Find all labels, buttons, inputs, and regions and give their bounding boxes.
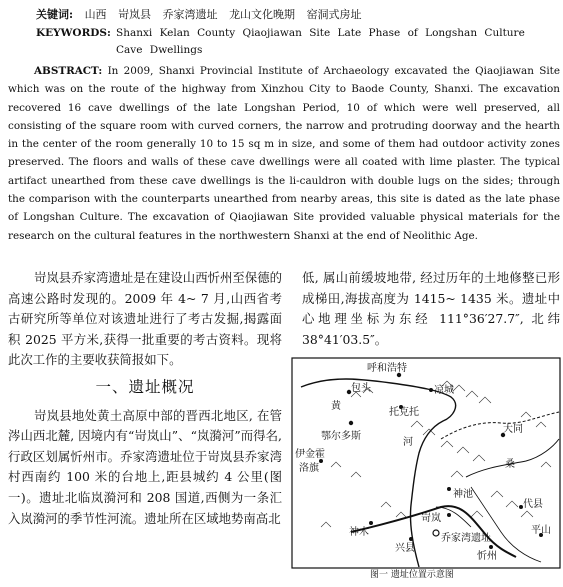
label-xingxian: 兴县: [395, 543, 415, 554]
label-baotou: 包头: [351, 383, 371, 394]
label-yijinhuoluoqi-2: 洛旗: [299, 463, 319, 474]
keywords-cn-label: 关键词:: [36, 8, 74, 21]
label-eerduosi: 鄂尔多斯: [321, 431, 361, 442]
label-liangcheng: 凉城: [434, 385, 454, 396]
keyword-cn-item: 龙山文化晚期: [229, 8, 296, 21]
label-yijinhuoluoqi-1: 伊金霍: [295, 449, 325, 460]
body-paragraph: 岢岚县地处黄土高原中部的晋西北地区, 在管涔山西北麓, 因境内有“岢岚山”、“岚漪河”而得名,行政区划属忻州市。乔家湾遗址位于岢岚县乔家湾村西南约 100 米的台地上,距县城约 4 公里(图一)。遗址北临岚漪河和 208 国道,西侧为一条汇入岚漪河的季节性河流。遗址所在区域地势南高北: [8, 407, 282, 526]
label-shenmu: 神木: [349, 527, 369, 538]
label-xinzhou: 忻州: [477, 551, 497, 562]
body-right-column: [302, 268, 560, 350]
abstract-label: ABSTRACT:: [34, 65, 103, 77]
section-title: 一、遗址概况: [95, 377, 195, 396]
keyword-cn-item: 岢岚县: [118, 8, 152, 21]
keywords-en-list: Shanxi Kelan County Qiaojiawan Site Late Phase of Longshan Culture Cave Dwellings: [116, 27, 525, 56]
intro-paragraph: 岢岚县乔家湾遗址是在建设山西忻州至保德的高速公路时发现的。2009 年 4~ 7 月,山西省考古研究所等单位对该遗址进行了考古发掘,揭露面积 2025 平方米,获得一批重要的考古资料。现将此次工作的主要收获简报如下。: [8, 270, 282, 368]
keyword-cn-item: 山西: [84, 8, 107, 21]
keywords-en-label: KEYWORDS:: [36, 27, 111, 39]
keyword-cn-item: 乔家湾遗址: [162, 8, 218, 21]
label-kelan: 岢岚: [421, 513, 441, 524]
abstract: [8, 62, 560, 245]
body-left-column: [8, 268, 282, 529]
label-he: 河: [403, 437, 413, 448]
keyword-cn-item: 窑洞式房址: [306, 8, 362, 21]
figure-caption: 图一 遗址位置示意图: [370, 570, 454, 580]
keywords-cn: [36, 6, 370, 22]
label-daixian: 代县: [523, 499, 543, 510]
label-qiaojiawan: 乔家湾遗址: [441, 533, 491, 544]
label-tuoketuo: 托克托: [389, 407, 419, 418]
body-paragraph-continued: 低, 属山前缓坡地带, 经过历年的土地修整已形成梯田,海拔高度为 1415~ 1435 米。遗址中心地理坐标为东经 111°36′27.7″, 北纬 38°41′03.5″。: [302, 270, 560, 347]
label-datong: 大同: [503, 424, 523, 435]
label-huhehaote: 呼和浩特: [367, 363, 407, 374]
label-pingshan: 平山: [531, 525, 551, 536]
label-huang: 黄: [331, 401, 341, 412]
map-svg: [291, 357, 562, 570]
site-location-map: [291, 357, 562, 570]
label-sang: 桑: [505, 459, 515, 470]
label-shenchi: 神池: [453, 489, 473, 500]
abstract-text: In 2009, Shanxi Provincial Institute of Archaeology excavated the Qiaojiawan Site which was on the route of the highway from Xinzhou City to Baode County, Shanxi. The excavation recovered 16 cave dwellings of the late Longshan Period, 10 of which were well preserved, all consisting of the square room with curved corners, the narrow and protruding doorway and the hearth in the center of the room generally 10 to 15 sq m in size, and some of them had outdoor activity zones preserved. The floors and walls of these cave dwellings were all coated with lime plaster. The typical artifact unearthed from these cave dwellings is the li-cauldron with double lugs on the sides; through the comparison with the counterparts unearthed from nearby areas, this site is dated as the late phase of Longshan Culture. The excavation of Qiaojiawan Site provided valuable physical materials for the research on the cultural features in the northwestern Shanxi at the end of Neolithic Age.: [8, 65, 560, 242]
